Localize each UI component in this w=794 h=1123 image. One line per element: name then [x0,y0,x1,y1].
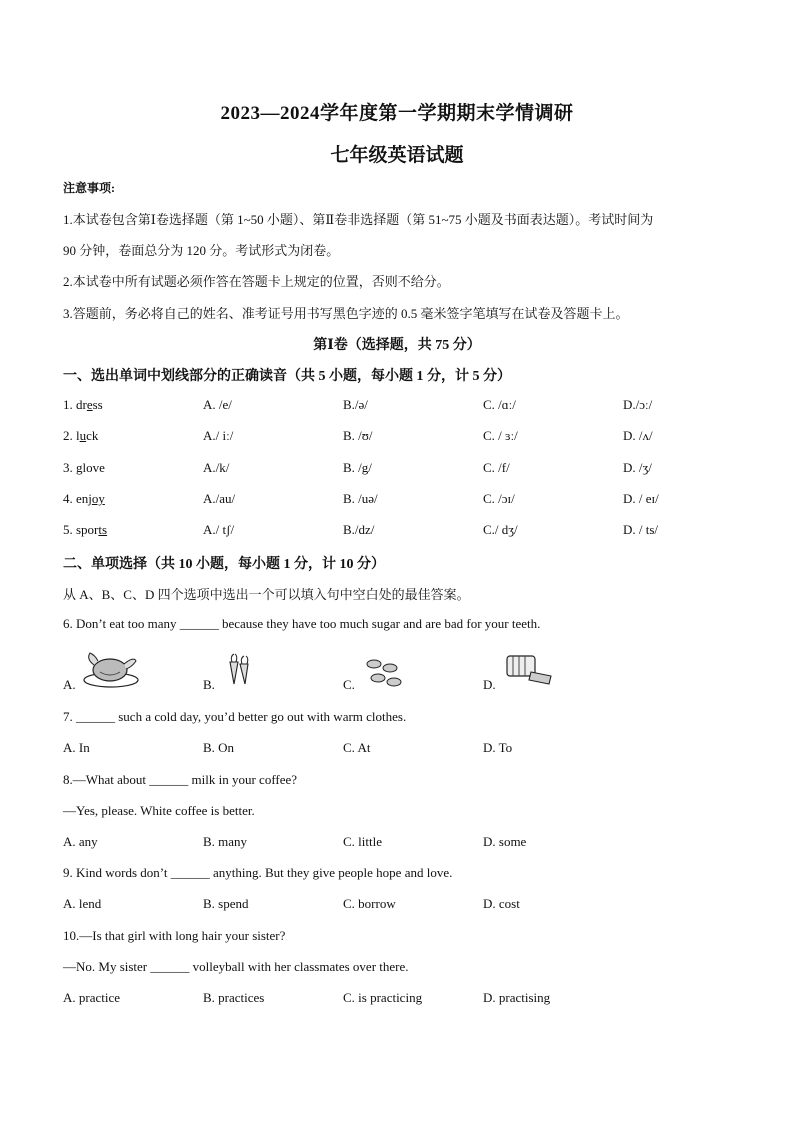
option-d: D. /ʒ/ [623,460,652,475]
option-c: C. /f/ [483,460,510,475]
option-b: B. /ʊ/ [343,428,373,443]
option-a: A./ tʃ/ [203,522,235,537]
option-c: C. little [343,834,382,849]
word-part: glove [76,460,105,475]
option-b: B. practices [203,990,265,1005]
word-part: spor [76,522,99,537]
option-a: A./ iː/ [203,428,234,443]
option-a: A./k/ [203,460,230,475]
option-a: A. In [63,740,90,755]
section2-instruction: 从 A、B、C、D 四个选项中选出一个可以填入句中空白处的最佳答案。 [63,587,470,602]
section2-heading: 二、单项选择（共 10 小题，每小题 1 分，计 10 分） [63,557,385,572]
question-5-word [63,522,107,538]
option-b: B. spend [203,896,249,911]
option-c: C. is practicing [343,990,423,1005]
option-d: D. To [483,740,513,755]
option-d: D. [483,677,496,692]
question-number: 3. [63,460,76,475]
roast-chicken-icon [82,650,140,690]
exam-title: 2023—2024学年度第一学期期末学情调研 [220,103,574,124]
option-a: A./au/ [203,491,236,506]
option-b: B. /uə/ [343,491,378,506]
question-number: 2. [63,428,76,443]
option-d: D. /ʌ/ [623,428,653,443]
option-b: B. On [203,740,235,755]
bread-icon [503,650,557,688]
notice-item: 3.答题前，务必将自己的姓名、准考证号用书写黑色字迹的 0.5 毫米签字笔填写在试卷及答题卡上。 [63,306,629,321]
question-10-text: 10.—Is that girl with long hair your sister? [63,928,286,943]
option-c: C. At [343,740,371,755]
question-6-text: 6. Don’t eat too many ______ because they have too much sugar and are bad for your teeth. [63,616,541,631]
question-1-word [63,397,103,413]
word-part: enj [76,491,92,506]
option-c: C./ dʒ/ [483,522,518,537]
carrots-icon [222,652,256,688]
notice-heading: 注意事项: [63,181,115,195]
notice-item: 1.本试卷包含第Ⅰ卷选择题（第 1~50 小题）、第Ⅱ卷非选择题（第 51~75 小题及书面表达题）。考试时间为 [63,212,654,227]
option-a: A. lend [63,896,102,911]
word-underlined: oy [91,491,105,506]
option-c: C. [343,677,355,692]
question-number: 4. [63,491,76,506]
question-8-text: 8.—What about ______ milk in your coffee? [63,772,298,787]
option-b: B. many [203,834,248,849]
option-a: A. practice [63,990,121,1005]
option-b: B. /g/ [343,460,372,475]
question-4-word [63,491,105,507]
option-d: D. cost [483,896,520,911]
word-underlined: e [86,397,93,412]
word-underlined: u [79,428,87,443]
option-b: B./ə/ [343,397,368,412]
section1-heading: 一、选出单词中划线部分的正确读音（共 5 小题，每小题 1 分，计 5 分） [63,369,511,384]
part1-title: 第Ⅰ卷（选择题，共 75 分） [313,338,481,353]
option-b: B./dz/ [343,522,375,537]
word-underlined: ts [98,522,108,537]
notice-item: 2.本试卷中所有试题必须作答在答题卡上规定的位置，否则不给分。 [63,274,450,289]
exam-subtitle: 七年级英语试题 [330,145,464,166]
word-part: dr [76,397,87,412]
option-d: D. some [483,834,527,849]
word-part: ck [86,428,99,443]
word-part: ss [92,397,103,412]
option-d: D. / eɪ/ [623,491,659,506]
option-b: B. [203,677,215,692]
question-8-response: —Yes, please. White coffee is better. [63,803,255,818]
option-d: D./ɔː/ [623,397,653,412]
cookies-icon [362,654,406,690]
question-7-text: 7. ______ such a cold day, you’d better go out with warm clothes. [63,709,407,724]
question-10-response: —No. My sister ______ volleyball with her classmates over there. [63,959,409,974]
question-3-word [63,460,105,476]
word-part: l [76,428,80,443]
option-c: C. / ɜː/ [483,428,518,443]
option-a: A. any [63,834,98,849]
option-a: A. /e/ [203,397,232,412]
question-2-word [63,428,98,444]
option-d: D. / ts/ [623,522,659,537]
question-number: 1. [63,397,76,412]
question-9-text: 9. Kind words don’t ______ anything. But they give people hope and love. [63,865,453,880]
option-c: C. borrow [343,896,396,911]
option-c: C. /ɔɪ/ [483,491,515,506]
option-d: D. practising [483,990,551,1005]
notice-item: 90 分钟，卷面总分为 120 分。考试形式为闭卷。 [63,243,340,258]
question-number: 5. [63,522,76,537]
option-a: A. [63,677,76,692]
option-c: C. /ɑː/ [483,397,516,412]
